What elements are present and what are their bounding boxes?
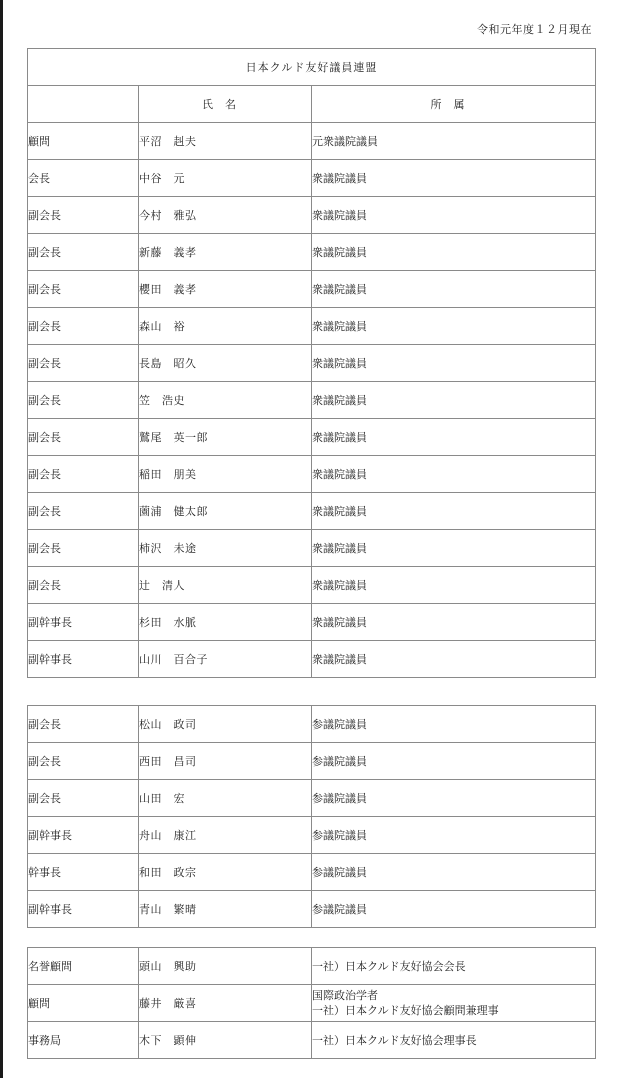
table-row [28, 308, 596, 345]
member-name: 西田 昌司 [139, 743, 312, 780]
member-name: 和田 政宗 [139, 854, 312, 891]
member-role: 副会長 [28, 419, 139, 456]
header-role-empty [28, 86, 139, 123]
member-affiliation: 元衆議院議員 [312, 123, 596, 160]
member-affiliation: 参議院議員 [312, 706, 596, 743]
member-role: 副幹事長 [28, 817, 139, 854]
member-name: 森山 裕 [139, 308, 312, 345]
member-role: 副幹事長 [28, 604, 139, 641]
member-name: 稲田 朋美 [139, 456, 312, 493]
member-role: 副幹事長 [28, 641, 139, 678]
member-role: 副会長 [28, 493, 139, 530]
header-row [28, 86, 596, 123]
member-affiliation [312, 948, 596, 985]
member-role: 副会長 [28, 743, 139, 780]
member-affiliation: 衆議院議員 [312, 160, 596, 197]
member-name: 薗浦 健太郎 [139, 493, 312, 530]
table-row [28, 419, 596, 456]
table-title: 日本クルド友好議員連盟 [28, 49, 596, 86]
header-affiliation: 所属 [312, 86, 596, 123]
member-role: 副会長 [28, 382, 139, 419]
member-name: 新藤 義孝 [139, 234, 312, 271]
member-role: 副会長 [28, 234, 139, 271]
member-role: 副会長 [28, 567, 139, 604]
member-name: 中谷 元 [139, 160, 312, 197]
table-row [28, 234, 596, 271]
member-name: 山田 宏 [139, 780, 312, 817]
table-row [28, 817, 596, 854]
table-row [28, 345, 596, 382]
table-row [28, 854, 596, 891]
member-affiliation: 参議院議員 [312, 743, 596, 780]
member-affiliation: 衆議院議員 [312, 382, 596, 419]
table-row [28, 493, 596, 530]
table-row [28, 271, 596, 308]
house-members-table [27, 48, 596, 678]
member-affiliation: 衆議院議員 [312, 641, 596, 678]
member-affiliation: 参議院議員 [312, 854, 596, 891]
member-role: 副会長 [28, 197, 139, 234]
member-name: 平沼 赳夫 [139, 123, 312, 160]
title-row [28, 49, 596, 86]
member-name: 今村 雅弘 [139, 197, 312, 234]
table-row [28, 456, 596, 493]
member-affiliation [312, 1022, 596, 1059]
member-affiliation: 衆議院議員 [312, 345, 596, 382]
member-affiliation: 衆議院議員 [312, 604, 596, 641]
header-name: 氏名 [139, 86, 312, 123]
member-role: 顧問 [28, 985, 139, 1022]
member-name: 笠 浩史 [139, 382, 312, 419]
member-affiliation: 衆議院議員 [312, 419, 596, 456]
member-role: 副会長 [28, 530, 139, 567]
member-affiliation: 参議院議員 [312, 891, 596, 928]
table-row [28, 985, 596, 1022]
table-row [28, 530, 596, 567]
table-row [28, 706, 596, 743]
member-role: 副会長 [28, 780, 139, 817]
member-affiliation-line: 一社）日本クルド友好協会理事長 [312, 1033, 477, 1047]
member-role: 幹事長 [28, 854, 139, 891]
member-role: 事務局 [28, 1022, 139, 1059]
member-affiliation [312, 985, 596, 1022]
table-row [28, 382, 596, 419]
member-role: 会長 [28, 160, 139, 197]
member-affiliation: 衆議院議員 [312, 493, 596, 530]
member-affiliation: 衆議院議員 [312, 567, 596, 604]
page-left-edge [0, 0, 3, 1078]
table-row [28, 891, 596, 928]
member-name: 青山 繁晴 [139, 891, 312, 928]
member-name: 頭山 興助 [139, 948, 312, 985]
table-row [28, 160, 596, 197]
member-role: 名誉顧問 [28, 948, 139, 985]
member-name: 山川 百合子 [139, 641, 312, 678]
member-affiliation: 衆議院議員 [312, 456, 596, 493]
table-row [28, 197, 596, 234]
member-affiliation-line: 国際政治学者 [312, 989, 378, 1002]
member-role: 副会長 [28, 345, 139, 382]
table-row [28, 604, 596, 641]
member-affiliation: 衆議院議員 [312, 308, 596, 345]
member-name: 舟山 康江 [139, 817, 312, 854]
member-name: 杉田 水脈 [139, 604, 312, 641]
councillors-table [27, 705, 596, 928]
member-role: 副会長 [28, 706, 139, 743]
member-role: 副会長 [28, 271, 139, 308]
member-affiliation: 衆議院議員 [312, 530, 596, 567]
member-name: 長島 昭久 [139, 345, 312, 382]
member-affiliation: 参議院議員 [312, 780, 596, 817]
table-row [28, 743, 596, 780]
table-row [28, 1022, 596, 1059]
honorary-members-table [27, 947, 596, 1059]
member-name: 辻 清人 [139, 567, 312, 604]
member-name: 鷲尾 英一郎 [139, 419, 312, 456]
member-affiliation: 衆議院議員 [312, 271, 596, 308]
member-role: 副幹事長 [28, 891, 139, 928]
table-row [28, 641, 596, 678]
table-row [28, 567, 596, 604]
member-name: 櫻田 義孝 [139, 271, 312, 308]
member-role: 顧問 [28, 123, 139, 160]
table-row [28, 948, 596, 985]
member-name: 藤井 厳喜 [139, 985, 312, 1022]
table-row [28, 123, 596, 160]
member-affiliation-line: 一社）日本クルド友好協会会長 [312, 959, 466, 973]
member-name: 柿沢 未途 [139, 530, 312, 567]
date-note: 令和元年度１２月現在 [477, 23, 592, 36]
member-role: 副会長 [28, 308, 139, 345]
table-row [28, 780, 596, 817]
member-affiliation-line: 一社）日本クルド友好協会顧問兼理事 [312, 1004, 499, 1017]
member-role: 副会長 [28, 456, 139, 493]
member-name: 松山 政司 [139, 706, 312, 743]
member-affiliation: 参議院議員 [312, 817, 596, 854]
member-affiliation: 衆議院議員 [312, 234, 596, 271]
member-affiliation: 衆議院議員 [312, 197, 596, 234]
member-name: 木下 顕伸 [139, 1022, 312, 1059]
